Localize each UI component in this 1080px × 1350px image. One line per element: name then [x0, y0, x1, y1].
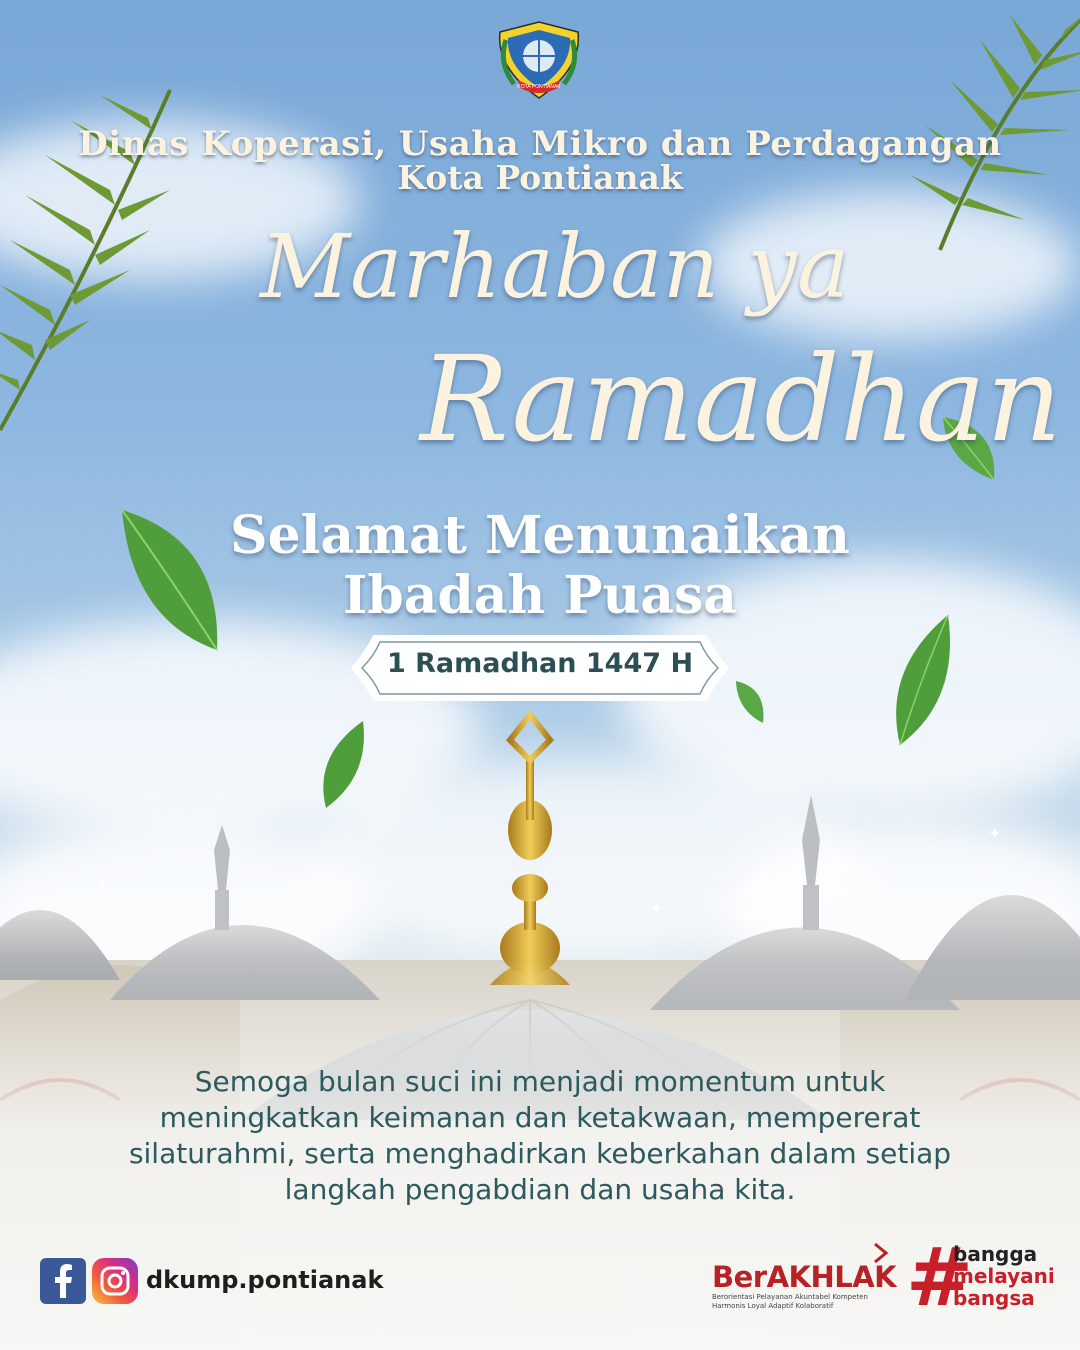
hashtag-icon: # — [906, 1231, 974, 1324]
sparkle-icon: ✦ — [988, 826, 1002, 843]
berakhlak-logo: BerAKHLAK — [712, 1260, 897, 1294]
bangsa-text: bangsa — [953, 1286, 1035, 1310]
svg-text:KOTA PONTIANAK: KOTA PONTIANAK — [517, 84, 561, 90]
berakhlak-tagline-1: Berorientasi Pelayanan Akuntabel Kompeten — [712, 1293, 868, 1301]
instagram-icon[interactable] — [92, 1258, 138, 1304]
greeting-message: Semoga bulan suci ini menjadi momentum untuk meningkatkan keimanan dan ketakwaan, mempererat silaturahmi, serta menghadirkan keberkahan dalam setiap langkah pengabdian dan usaha kita. — [128, 1065, 952, 1206]
leaf-icon — [318, 716, 368, 812]
sparkle-icon: ✦ — [650, 900, 664, 917]
kota-pontianak-logo — [492, 18, 586, 102]
melayani-text: melayani — [953, 1264, 1055, 1288]
sparkle-icon: ✦ — [96, 878, 110, 895]
bangga-text: bangga — [953, 1242, 1038, 1266]
leaf-icon — [890, 610, 954, 750]
headline-ramadhan: Ramadhan — [420, 330, 1063, 468]
organization-title: Dinas Koperasi, Usaha Mikro dan Perdagangan — [78, 124, 1002, 164]
headline-marhaban: Marhaban ya — [260, 215, 850, 318]
organization-city: Kota Pontianak — [397, 158, 683, 197]
greeting-line-2: Ibadah Puasa — [343, 565, 737, 626]
date-badge-text: 1 Ramadhan 1447 H — [386, 648, 694, 679]
berakhlak-tagline-2: Harmonis Loyal Adaptif Kolaboratif — [712, 1302, 834, 1310]
social-handle[interactable]: dkump.pontianak — [146, 1266, 384, 1294]
chevron-right-icon — [872, 1242, 890, 1264]
facebook-icon[interactable] — [40, 1258, 86, 1304]
leaf-icon — [733, 678, 767, 726]
greeting-line-1: Selamat Menunaikan — [230, 505, 850, 566]
